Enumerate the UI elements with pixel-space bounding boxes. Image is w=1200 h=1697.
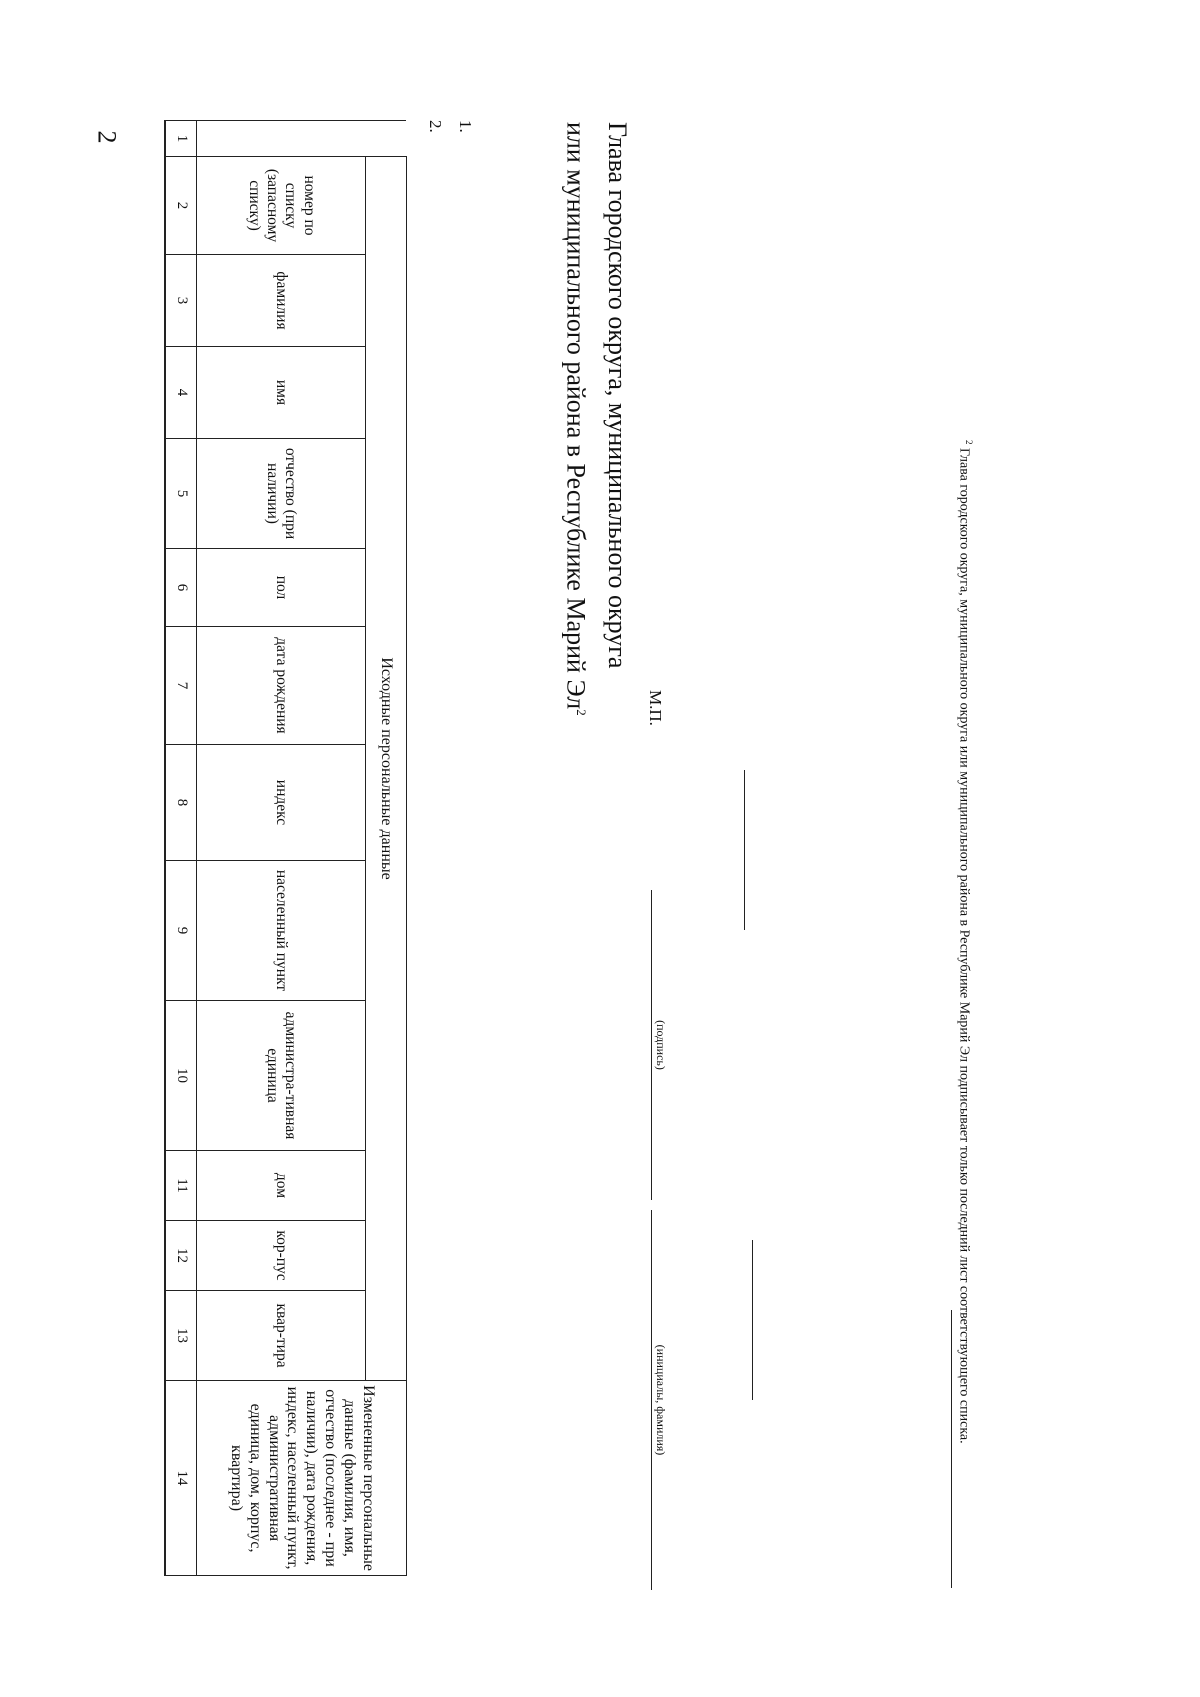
column-header-surname: фамилия — [197, 255, 366, 347]
column-number: 8 — [165, 745, 197, 861]
column-number: 12 — [165, 1221, 197, 1291]
signature-title-line: или муниципального района в Республике Марий $Эл^2$ — [561, 122, 591, 716]
column-number: 4 — [165, 347, 197, 439]
column-number: 10 — [165, 1001, 197, 1151]
initials-caption: (инициалы, фамилия) — [654, 1344, 668, 1456]
column-number: 14 — [165, 1381, 197, 1576]
column-header-list-number: номер по списку (запасному списку) — [197, 157, 366, 255]
column-number: 13 — [165, 1291, 197, 1381]
table-subheader-row — [197, 121, 366, 1576]
column-number: 7 — [165, 627, 197, 745]
footnote — [954, 440, 978, 1600]
column-number: 2 — [165, 157, 197, 255]
table-group-header-row — [366, 121, 407, 1576]
column-number: 6 — [165, 549, 197, 627]
footnote-mark: 2 — [964, 440, 974, 445]
blank-line — [752, 1240, 753, 1400]
initials-line — [651, 1210, 652, 1590]
signature-line — [651, 890, 652, 1200]
row-number: 2. — [426, 120, 445, 133]
seal-place-label: М.П. — [646, 690, 665, 726]
footnote-mark: 2 — [574, 709, 589, 716]
column-header-building: кор-пус — [197, 1221, 366, 1291]
column-header-name: имя — [197, 347, 366, 439]
column-number: 11 — [165, 1151, 197, 1221]
signature-title-line: Глава городского округа, муниципального округа — [603, 122, 632, 669]
row-number-list — [420, 120, 480, 133]
footnote-text: Глава городского округа, муниципального округа или муниципального района в Республике Марий Эл подписывает только последний лист соответствующего списка. — [956, 448, 972, 1444]
signature-caption: (подпись) — [654, 1020, 668, 1070]
column-number: 3 — [165, 255, 197, 347]
table-corner-cell — [197, 121, 407, 157]
column-number: 5 — [165, 439, 197, 549]
column-header-locality: населенный пункт — [197, 861, 366, 1001]
column-header-patronymic: отчество (при наличии) — [197, 439, 366, 549]
source-data-group-header: Исходные персональные данные — [366, 157, 407, 1381]
column-header-apartment: квар-тира — [197, 1291, 366, 1381]
column-number: 1 — [165, 121, 197, 157]
column-number: 9 — [165, 861, 197, 1001]
page-number: 2 — [92, 130, 122, 144]
column-header-house: дом — [197, 1151, 366, 1221]
column-header-birth-date: дата рождения — [197, 627, 366, 745]
column-header-postcode: индекс — [197, 745, 366, 861]
personal-data-table — [164, 120, 407, 1576]
footnote-separator — [951, 1310, 952, 1588]
blank-line — [744, 770, 745, 930]
column-number-row — [165, 121, 197, 1576]
changed-data-header: Измененные персональные данные (фамилия, имя, отчество (последнее - при наличии), дата рождения, индекс, населенный пункт, административная единица, дом, корпус, квартира) — [197, 1381, 407, 1576]
column-header-admin-unit: администра-тивная единица — [197, 1001, 366, 1151]
signature-title — [557, 122, 635, 962]
column-header-sex: пол — [197, 549, 366, 627]
row-number: 1. — [456, 120, 475, 133]
